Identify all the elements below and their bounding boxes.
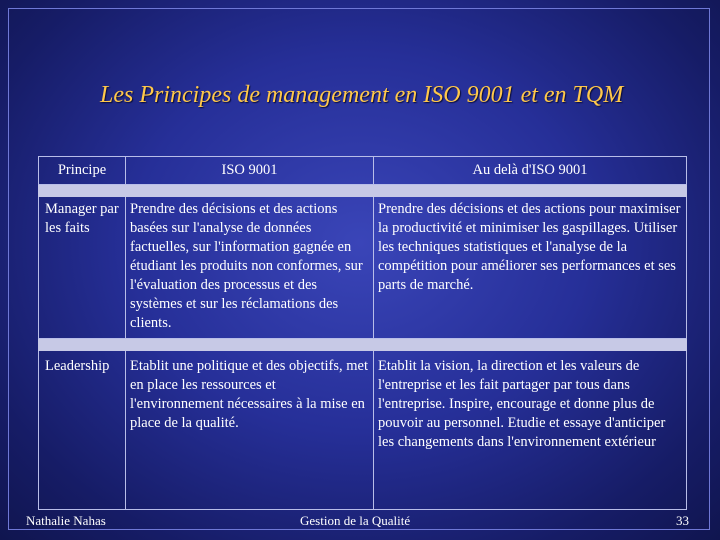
cell-principe: Leadership [39,351,126,510]
cell-au-dela: Etablit la vision, la direction et les valeurs de l'entreprise et les fait partager par tous dans l'entreprise. Inspire, encourage et donne plus de pouvoir au personnel. Etudie et essaye d'anticiper les changements dans l'environnement extérieur [374,351,687,510]
page-number: 33 [676,513,689,528]
principles-table [38,156,687,510]
footer-course: Gestion de la Qualité [300,513,411,528]
slide-title: Les Principes de management en ISO 9001 et en TQM [100,82,624,108]
table-row [39,197,687,339]
spacer-row [39,339,687,351]
header-principe: Principe [39,157,126,185]
table-row [39,351,687,510]
header-iso9001: ISO 9001 [126,157,374,185]
footer-author: Nathalie Nahas [26,513,106,528]
table-header-row [39,157,687,185]
cell-iso9001: Prendre des décisions et des actions basées sur l'analyse de données factuelles, sur l'information gagnée en étudiant les produits non conformes, sur l'évaluation des processus et des systèmes et sur les réclamations des clients. [126,197,374,339]
spacer-row [39,185,687,197]
header-au-dela: Au delà d'ISO 9001 [374,157,687,185]
cell-iso9001: Etablit une politique et des objectifs, met en place les ressources et l'environnement nécessaires à la mise en place de la qualité. [126,351,374,510]
cell-principe: Manager par les faits [39,197,126,339]
cell-au-dela: Prendre des décisions et des actions pour maximiser la productivité et minimiser les gaspillages. Utiliser les techniques statistiques et l'analyse de la compétition pour améliorer ses performances et ses parts de marché. [374,197,687,339]
